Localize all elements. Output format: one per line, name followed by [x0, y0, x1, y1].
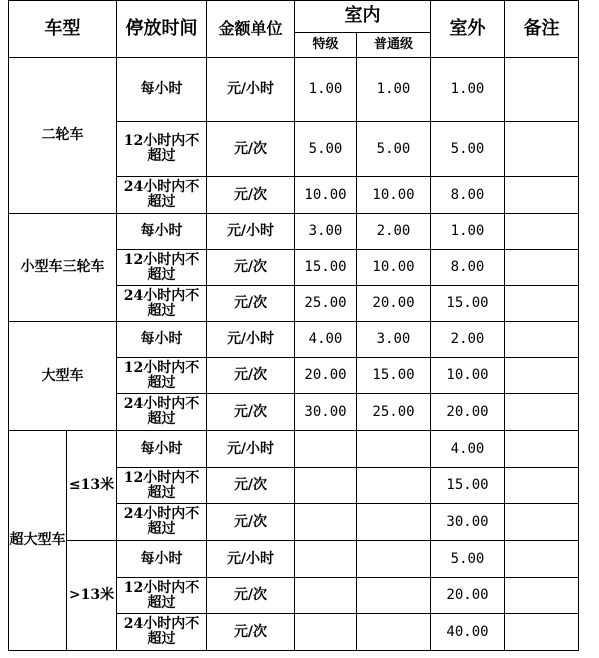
- indoor-special-price: 25.00: [295, 286, 357, 322]
- duration-cell: 每小时: [117, 214, 207, 250]
- indoor-special-price: [295, 541, 357, 578]
- indoor-normal-price: [357, 614, 431, 651]
- table-row: [9, 541, 579, 578]
- indoor-special-price: [295, 504, 357, 541]
- indoor-special-price: 30.00: [295, 394, 357, 431]
- indoor-normal-price: 10.00: [357, 177, 431, 214]
- indoor-normal-price: 5.00: [357, 122, 431, 177]
- remark-cell: [505, 578, 579, 614]
- outdoor-price: 20.00: [431, 394, 505, 431]
- header-indoor-special: 特级: [295, 33, 357, 58]
- outdoor-price: 2.00: [431, 322, 505, 358]
- length-subgroup-cell: ≤13米: [67, 431, 117, 541]
- outdoor-price: 8.00: [431, 177, 505, 214]
- indoor-special-price: 1.00: [295, 58, 357, 122]
- indoor-normal-price: 3.00: [357, 322, 431, 358]
- unit-cell: 元/次: [207, 122, 295, 177]
- indoor-normal-price: [357, 468, 431, 504]
- indoor-normal-price: [357, 431, 431, 468]
- vehicle-type-cell: 大型车: [9, 322, 117, 431]
- duration-cell: 每小时: [117, 431, 207, 468]
- indoor-special-price: [295, 431, 357, 468]
- unit-cell: 元/次: [207, 504, 295, 541]
- outdoor-price: 15.00: [431, 286, 505, 322]
- indoor-special-price: 20.00: [295, 358, 357, 394]
- indoor-special-price: [295, 614, 357, 651]
- unit-cell: 元/小时: [207, 58, 295, 122]
- duration-cell: 24小时内不超过: [117, 286, 207, 322]
- duration-cell: 每小时: [117, 322, 207, 358]
- unit-cell: 元/次: [207, 286, 295, 322]
- duration-cell: 24小时内不超过: [117, 614, 207, 651]
- remark-cell: [505, 322, 579, 358]
- indoor-normal-price: [357, 541, 431, 578]
- unit-cell: 元/次: [207, 468, 295, 504]
- remark-cell: [505, 504, 579, 541]
- outdoor-price: 1.00: [431, 58, 505, 122]
- duration-cell: 12小时内不超过: [117, 578, 207, 614]
- indoor-normal-price: 1.00: [357, 58, 431, 122]
- outdoor-price: 30.00: [431, 504, 505, 541]
- remark-cell: [505, 177, 579, 214]
- header-duration: 停放时间: [117, 1, 207, 58]
- indoor-normal-price: 25.00: [357, 394, 431, 431]
- duration-cell: 每小时: [117, 58, 207, 122]
- duration-cell: 12小时内不超过: [117, 468, 207, 504]
- remark-cell: [505, 358, 579, 394]
- indoor-normal-price: 10.00: [357, 250, 431, 286]
- remark-cell: [505, 214, 579, 250]
- vehicle-type-cell: 超大型车: [9, 431, 67, 651]
- table-row: [9, 322, 579, 358]
- indoor-normal-price: 15.00: [357, 358, 431, 394]
- outdoor-price: 5.00: [431, 122, 505, 177]
- unit-cell: 元/小时: [207, 322, 295, 358]
- unit-cell: 元/小时: [207, 541, 295, 578]
- outdoor-price: 40.00: [431, 614, 505, 651]
- vehicle-type-cell: 小型车三轮车: [9, 214, 117, 322]
- duration-cell: 每小时: [117, 541, 207, 578]
- unit-cell: 元/小时: [207, 431, 295, 468]
- table-row: [9, 214, 579, 250]
- remark-cell: [505, 468, 579, 504]
- outdoor-price: 20.00: [431, 578, 505, 614]
- header-indoor: 室内: [295, 1, 431, 33]
- indoor-special-price: 3.00: [295, 214, 357, 250]
- unit-cell: 元/小时: [207, 214, 295, 250]
- indoor-special-price: 10.00: [295, 177, 357, 214]
- remark-cell: [505, 286, 579, 322]
- outdoor-price: 1.00: [431, 214, 505, 250]
- indoor-special-price: 4.00: [295, 322, 357, 358]
- remark-cell: [505, 250, 579, 286]
- indoor-normal-price: [357, 504, 431, 541]
- indoor-special-price: [295, 578, 357, 614]
- duration-cell: 24小时内不超过: [117, 177, 207, 214]
- header-remarks: 备注: [505, 1, 579, 58]
- duration-cell: 12小时内不超过: [117, 358, 207, 394]
- remark-cell: [505, 394, 579, 431]
- unit-cell: 元/次: [207, 250, 295, 286]
- unit-cell: 元/次: [207, 394, 295, 431]
- vehicle-type-cell: 二轮车: [9, 58, 117, 214]
- indoor-normal-price: [357, 578, 431, 614]
- table-body: [9, 58, 579, 651]
- table-row: [9, 431, 579, 468]
- outdoor-price: 4.00: [431, 431, 505, 468]
- duration-cell: 12小时内不超过: [117, 122, 207, 177]
- length-subgroup-cell: >13米: [67, 541, 117, 651]
- remark-cell: [505, 614, 579, 651]
- outdoor-price: 8.00: [431, 250, 505, 286]
- remark-cell: [505, 431, 579, 468]
- duration-cell: 24小时内不超过: [117, 504, 207, 541]
- duration-cell: 24小时内不超过: [117, 394, 207, 431]
- outdoor-price: 15.00: [431, 468, 505, 504]
- header-vehicle-type: 车型: [9, 1, 117, 58]
- indoor-normal-price: 20.00: [357, 286, 431, 322]
- parking-fee-table: [8, 0, 579, 651]
- table-row: [9, 58, 579, 122]
- outdoor-price: 5.00: [431, 541, 505, 578]
- indoor-special-price: [295, 468, 357, 504]
- indoor-special-price: 5.00: [295, 122, 357, 177]
- unit-cell: 元/次: [207, 578, 295, 614]
- duration-cell: 12小时内不超过: [117, 250, 207, 286]
- indoor-normal-price: 2.00: [357, 214, 431, 250]
- indoor-special-price: 15.00: [295, 250, 357, 286]
- unit-cell: 元/次: [207, 614, 295, 651]
- remark-cell: [505, 122, 579, 177]
- outdoor-price: 10.00: [431, 358, 505, 394]
- unit-cell: 元/次: [207, 177, 295, 214]
- unit-cell: 元/次: [207, 358, 295, 394]
- header-outdoor: 室外: [431, 1, 505, 58]
- remark-cell: [505, 58, 579, 122]
- header-unit: 金额单位: [207, 1, 295, 58]
- header-indoor-normal: 普通级: [357, 33, 431, 58]
- remark-cell: [505, 541, 579, 578]
